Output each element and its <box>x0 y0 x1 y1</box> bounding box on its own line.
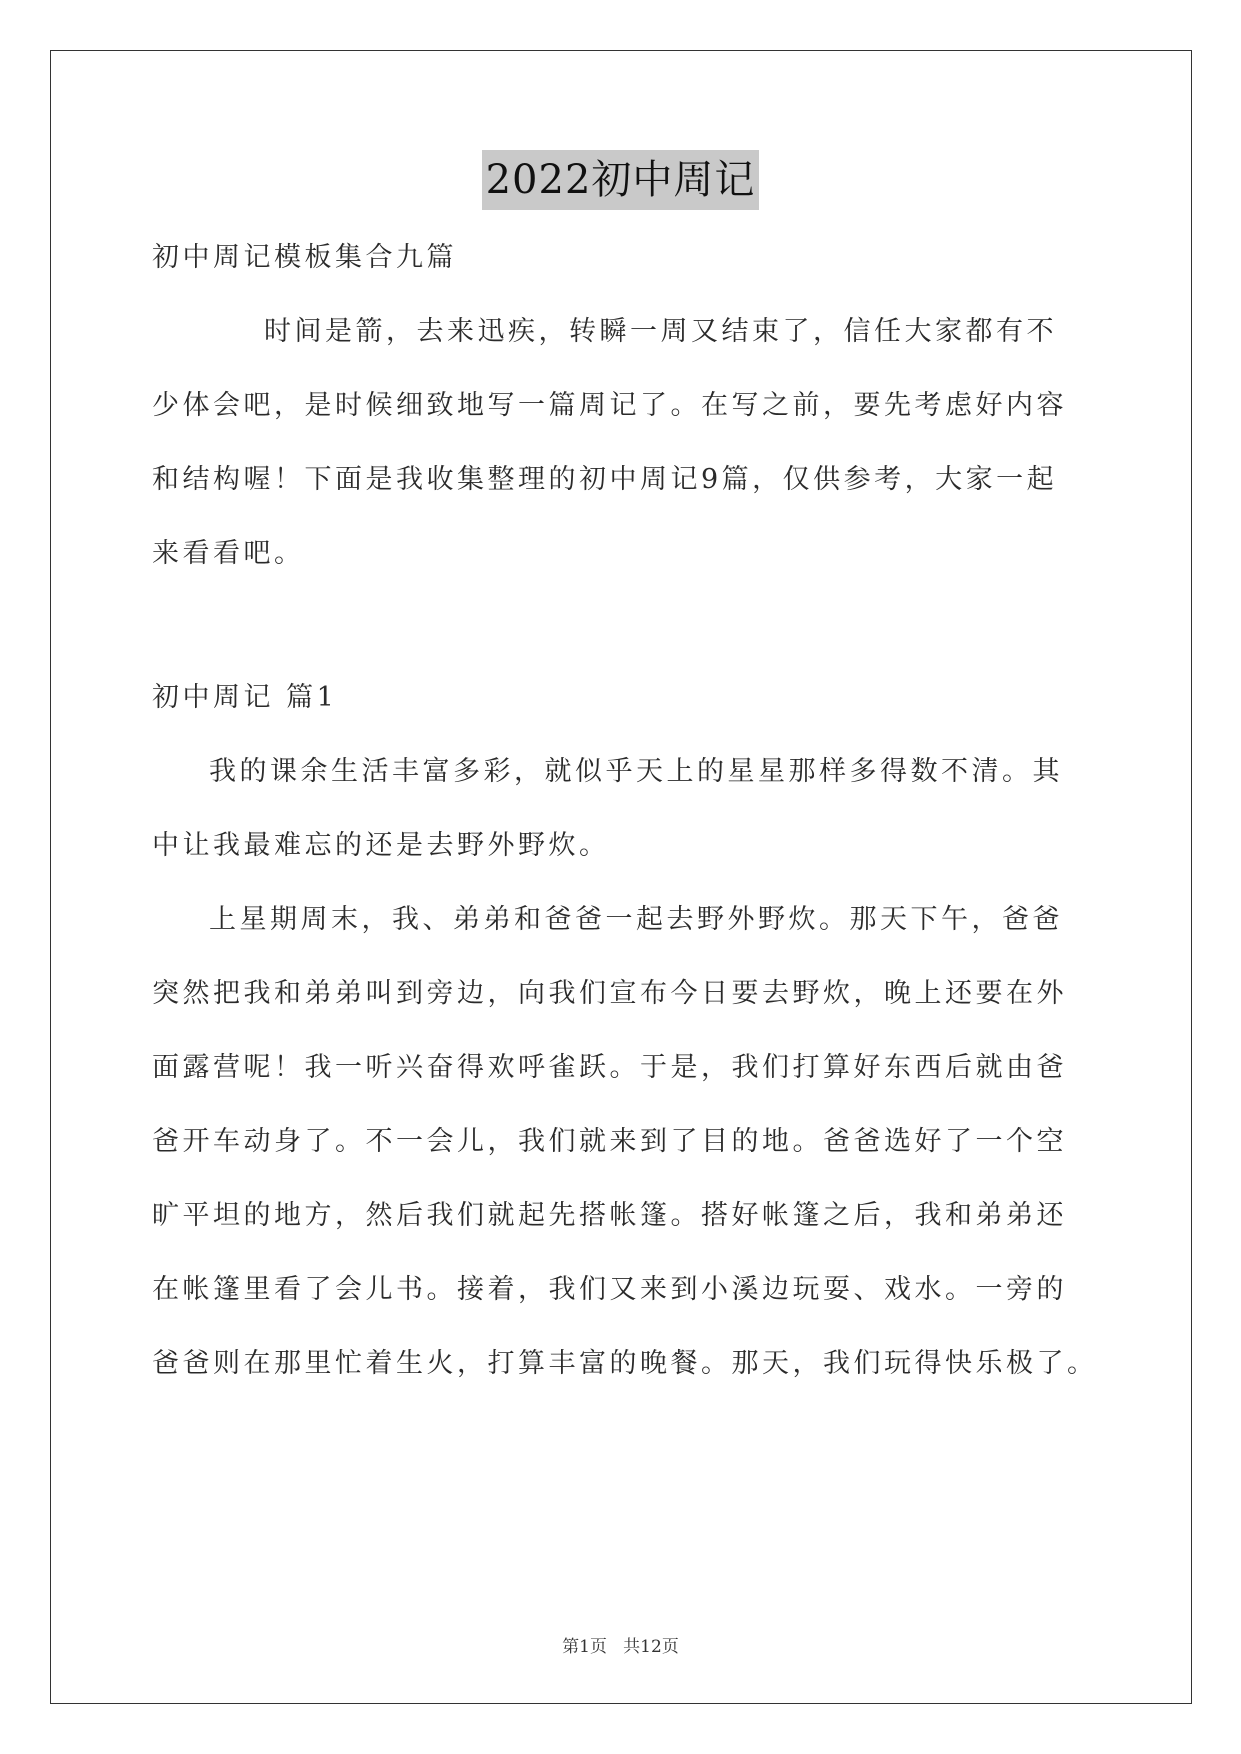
paragraph-line: 爸爸则在那里忙着生火，打算丰富的晚餐。那天，我们玩得快乐极了。 <box>152 1348 1098 1379</box>
paragraph-line: 旷平坦的地方，然后我们就起先搭帐篷。搭好帐篷之后，我和弟弟还 <box>152 1200 1067 1231</box>
page-border <box>50 50 1192 1704</box>
paragraph-line: 上星期周末，我、弟弟和爸爸一起去野外野炊。那天下午，爸爸 <box>209 904 1063 935</box>
intro-line: 少体会吧，是时候细致地写一篇周记了。在写之前，要先考虑好内容 <box>152 390 1067 421</box>
title-container <box>0 150 1241 210</box>
paragraph-line: 我的课余生活丰富多彩，就似乎天上的星星那样多得数不清。其 <box>209 756 1063 787</box>
document-subtitle: 初中周记模板集合九篇 <box>152 242 457 273</box>
paragraph-line: 爸开车动身了。不一会儿，我们就来到了目的地。爸爸选好了一个空 <box>152 1126 1067 1157</box>
paragraph-line: 中让我最难忘的还是去野外野炊。 <box>152 830 610 861</box>
intro-line: 和结构喔！下面是我收集整理的初中周记9篇，仅供参考，大家一起 <box>152 464 1058 495</box>
paragraph-line: 在帐篷里看了会儿书。接着，我们又来到小溪边玩耍、戏水。一旁的 <box>152 1274 1067 1305</box>
document-title: 2022初中周记 <box>482 150 760 210</box>
intro-line: 来看看吧。 <box>152 538 305 569</box>
section-heading: 初中周记 篇1 <box>152 682 338 713</box>
paragraph-line: 突然把我和弟弟叫到旁边，向我们宣布今日要去野炊，晚上还要在外 <box>152 978 1067 1009</box>
paragraph-line: 面露营呢！我一听兴奋得欢呼雀跃。于是，我们打算好东西后就由爸 <box>152 1052 1067 1083</box>
page-number-footer: 第1页 共12页 <box>562 1637 679 1657</box>
intro-line: 时间是箭，去来迅疾，转瞬一周又结束了，信任大家都有不 <box>264 316 1057 347</box>
